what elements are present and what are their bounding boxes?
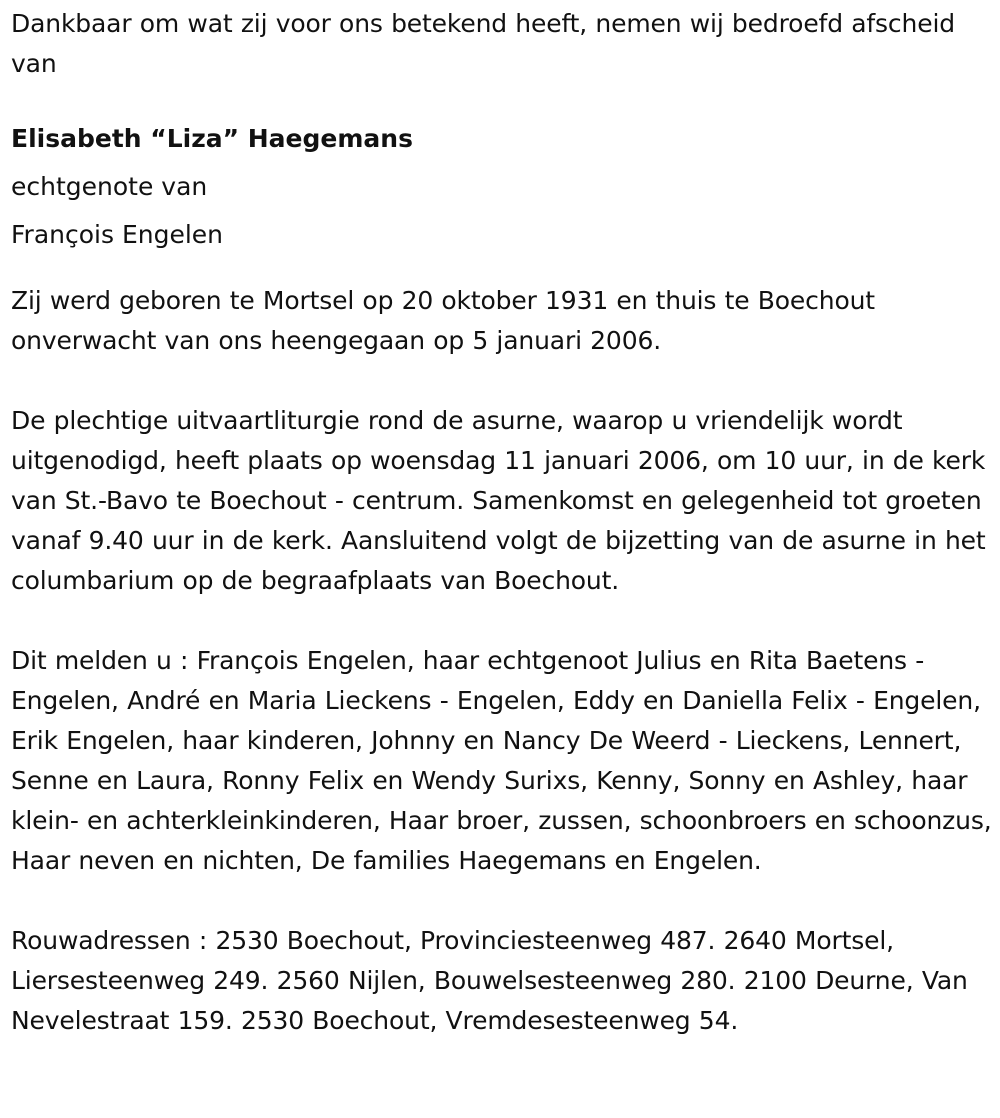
relation-text: echtgenote van	[11, 172, 208, 201]
addresses-paragraph: Rouwadressen : 2530 Boechout, Provinciesteenweg 487. 2640 Mortsel, Liersesteenweg 249. 2560 Nijlen, Bouwelsesteenweg 280. 2100 Deurne, Van Nevelestraat 159. 2530 Boechout, Vremdesesteenweg 54.	[11, 926, 968, 1035]
deceased-name: Elisabeth “Liza” Haegemans	[11, 124, 413, 153]
spouse-name: François Engelen	[11, 220, 224, 249]
ceremony-paragraph: De plechtige uitvaartliturgie rond de asurne, waarop u vriendelijk wordt uitgenodigd, heeft plaats op woensdag 11 januari 2006, om 10 uur, in de kerk van St.-Bavo te Boechout - centrum. Samenkomst en gelegenheid tot groeten vanaf 9.40 uur in de kerk. Aansluitend volgt de bijzetting van de asurne in het columbarium op de begraafplaats van Boechout.	[11, 406, 986, 595]
obituary-notice	[11, 4, 996, 1041]
intro-text: Dankbaar om wat zij voor ons betekend heeft, nemen wij bedroefd afscheid van	[11, 9, 955, 78]
announcers-paragraph: Dit melden u : François Engelen, haar echtgenoot Julius en Rita Baetens - Engelen, André en Maria Lieckens - Engelen, Eddy en Daniella Felix - Engelen, Erik Engelen, haar kinderen, Johnny en Nancy De Weerd - Lieckens, Lennert, Senne en Laura, Ronny Felix en Wendy Surixs, Kenny, Sonny en Ashley, haar klein- en achterkleinkinderen, Haar broer, zussen, schoonbroers en schoonzus, Haar neven en nichten, De families Haegemans en Engelen.	[11, 646, 992, 875]
birth-death-paragraph: Zij werd geboren te Mortsel op 20 oktober 1931 en thuis te Boechout onverwacht van ons heengegaan op 5 januari 2006.	[11, 286, 875, 355]
